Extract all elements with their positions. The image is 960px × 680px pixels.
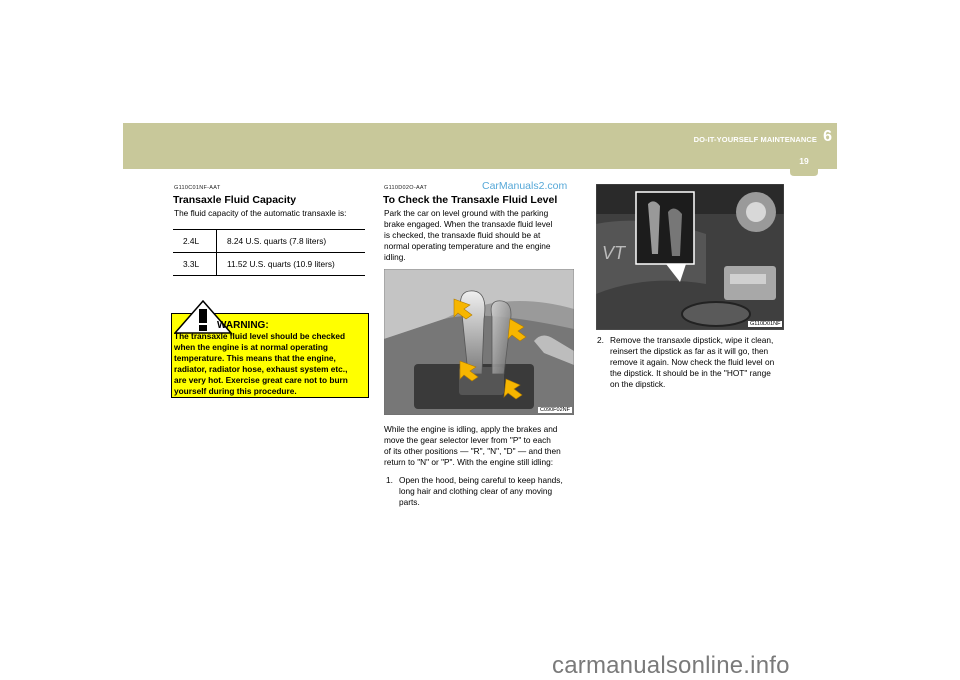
capacity-cell: 8.24 U.S. quarts (7.8 liters) (217, 230, 366, 253)
section-title: To Check the Transaxle Fluid Level (383, 194, 558, 206)
capacity-cell: 11.52 U.S. quarts (10.9 liters) (217, 253, 366, 276)
chapter-number: 6 (823, 128, 832, 145)
step-number: 2. (597, 335, 604, 345)
engine-bay-photo (596, 184, 784, 330)
engine-cell: 2.4L (173, 230, 217, 253)
paragraph-1: Park the car on level ground with the parking brake engaged. When the transaxle fluid level is checked, the transaxle fluid should be at normal operating temperature and the engine idling. (384, 208, 553, 262)
intro-text: The fluid capacity of the automatic transaxle is: (174, 208, 347, 218)
section-code: G110C01NF-AAT (174, 185, 221, 191)
table-row (173, 230, 365, 253)
header-band (123, 123, 837, 169)
watermark-link[interactable]: CarManuals2.com (482, 180, 568, 192)
section-code: G110D02O-AAT (384, 185, 428, 191)
step-text: Remove the transaxle dipstick, wipe it clean, reinsert the dipstick as far as it will go, then remove it again. Now check the fluid level on the dipstick. It should be in the "HOT" range on the dipstick. (610, 335, 775, 389)
page-number: 19 (799, 156, 809, 166)
svg-text:VT: VT (602, 243, 626, 263)
section-title: Transaxle Fluid Capacity (173, 194, 297, 206)
engine-cell: 3.3L (173, 253, 217, 276)
step-text: Open the hood, being careful to keep hands, long hair and clothing clear of any moving parts. (399, 475, 563, 507)
step-2 (597, 335, 787, 393)
step-1 (386, 475, 574, 511)
step-number: 1. (386, 475, 393, 485)
chapter-title: DO-IT-YOURSELF MAINTENANCE (693, 135, 817, 144)
capacity-table (173, 229, 365, 276)
paragraph-2: While the engine is idling, apply the brakes and move the gear selector lever from "P" to each of its other positions — "R", "N", "D" — and then return to "N" or "P". With the engine still idling: (384, 424, 561, 467)
table-row (173, 253, 365, 276)
image-code-label: C090F02NF (540, 407, 570, 413)
warning-text: The transaxle fluid level should be checked when the engine is at normal operating temperature. This means that the engine, radiator, radiator hose, exhaust system etc., are very hot. Exercise great care not to burn yourself during this procedure. (174, 331, 348, 396)
footer-watermark: carmanualsonline.info (552, 652, 790, 679)
warning-title: WARNING: (217, 320, 269, 331)
gear-selector-photo (384, 269, 574, 415)
image-code-label: G110D01NF (750, 321, 781, 327)
